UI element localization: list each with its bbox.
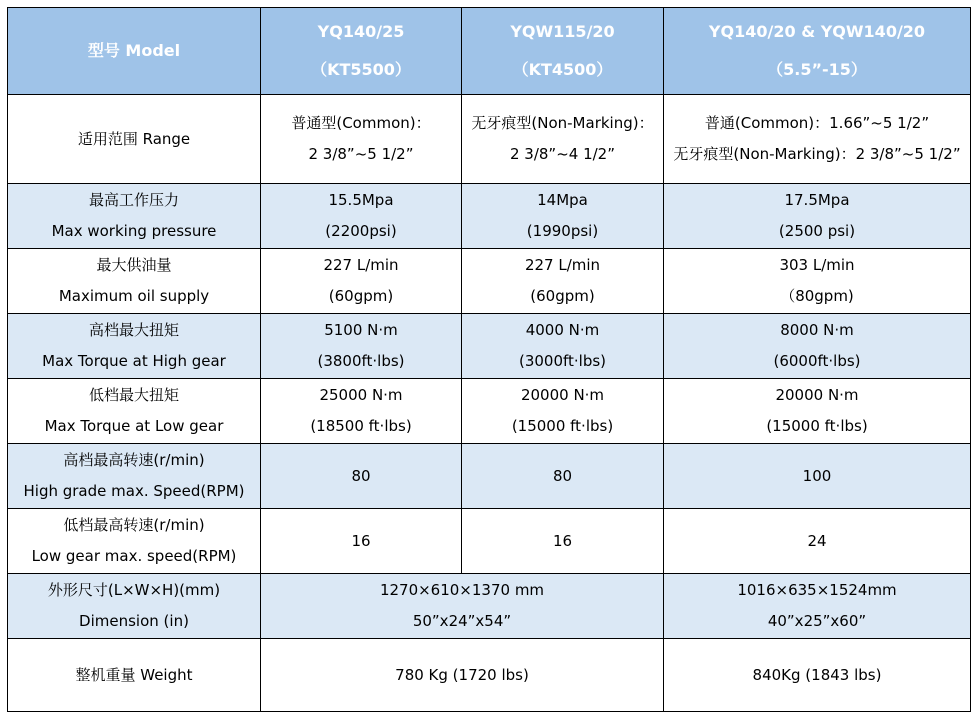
cell-value: 20000 N·m (15000 ft·lbs) <box>664 379 971 444</box>
header-col-line: YQ140/20 & YQW140/20 <box>708 22 926 41</box>
cell-value: 80 <box>462 444 664 509</box>
cell-value: 8000 N·m (6000ft·lbs) <box>664 314 971 379</box>
header-col-line: YQ140/25 <box>317 22 405 41</box>
spec-table-container <box>7 7 971 712</box>
header-col-yq140-25 <box>261 8 462 95</box>
row-label: 外形尺寸(L×W×H)(mm) Dimension (in) <box>8 574 261 639</box>
row-max-working-pressure <box>8 184 971 249</box>
header-col-yqw115-20 <box>462 8 664 95</box>
spec-table <box>7 7 971 712</box>
row-max-torque-high <box>8 314 971 379</box>
row-label: 最高工作压力 Max working pressure <box>8 184 261 249</box>
cell-value: 227 L/min (60gpm) <box>261 249 462 314</box>
cell-value: 16 <box>462 509 664 574</box>
row-label: 低档最大扭矩 Max Torque at Low gear <box>8 379 261 444</box>
cell-value: 840Kg (1843 lbs) <box>664 639 971 712</box>
row-dimension <box>8 574 971 639</box>
row-label: 低档最高转速(r/min) Low gear max. speed(RPM) <box>8 509 261 574</box>
cell-value: 20000 N·m (15000 ft·lbs) <box>462 379 664 444</box>
cell-value: 100 <box>664 444 971 509</box>
cell-value: 227 L/min (60gpm) <box>462 249 664 314</box>
row-label: 高档最高转速(r/min) High grade max. Speed(RPM) <box>8 444 261 509</box>
cell-value: 普通(Common)：1.66”~5 1/2” 无牙痕型(Non-Marking)：2 3/8”~5 1/2” <box>664 95 971 184</box>
row-max-oil-supply <box>8 249 971 314</box>
cell-value: 17.5Mpa (2500 psi) <box>664 184 971 249</box>
cell-value-merged: 1270×610×1370 mm 50”x24”x54” <box>261 574 664 639</box>
row-max-torque-low <box>8 379 971 444</box>
cell-value: 5100 N·m (3800ft·lbs) <box>261 314 462 379</box>
header-model-label: 型号 Model <box>8 8 261 95</box>
header-row <box>8 8 971 95</box>
cell-value: 15.5Mpa (2200psi) <box>261 184 462 249</box>
cell-value: 无牙痕型(Non-Marking)： 2 3/8”~4 1/2” <box>462 95 664 184</box>
cell-value: 1016×635×1524mm 40”x25”x60” <box>664 574 971 639</box>
header-col-line: （KT4500） <box>512 60 613 79</box>
row-label: 适用范围 Range <box>8 95 261 184</box>
cell-value-merged: 780 Kg (1720 lbs) <box>261 639 664 712</box>
header-col-line: YQW115/20 <box>510 22 615 41</box>
cell-value: 4000 N·m (3000ft·lbs) <box>462 314 664 379</box>
row-weight <box>8 639 971 712</box>
cell-value: 16 <box>261 509 462 574</box>
row-label: 最大供油量 Maximum oil supply <box>8 249 261 314</box>
header-col-line: （5.5”-15） <box>767 60 867 79</box>
cell-value: 普通型(Common)： 2 3/8”~5 1/2” <box>261 95 462 184</box>
row-label: 整机重量 Weight <box>8 639 261 712</box>
row-low-speed <box>8 509 971 574</box>
header-col-yq140-20 <box>664 8 971 95</box>
cell-value: 80 <box>261 444 462 509</box>
row-label: 高档最大扭矩 Max Torque at High gear <box>8 314 261 379</box>
cell-value: 25000 N·m (18500 ft·lbs) <box>261 379 462 444</box>
header-col-line: （KT5500） <box>311 60 411 79</box>
row-range <box>8 95 971 184</box>
cell-value: 303 L/min （80gpm) <box>664 249 971 314</box>
cell-value: 24 <box>664 509 971 574</box>
cell-value: 14Mpa (1990psi) <box>462 184 664 249</box>
row-high-speed <box>8 444 971 509</box>
